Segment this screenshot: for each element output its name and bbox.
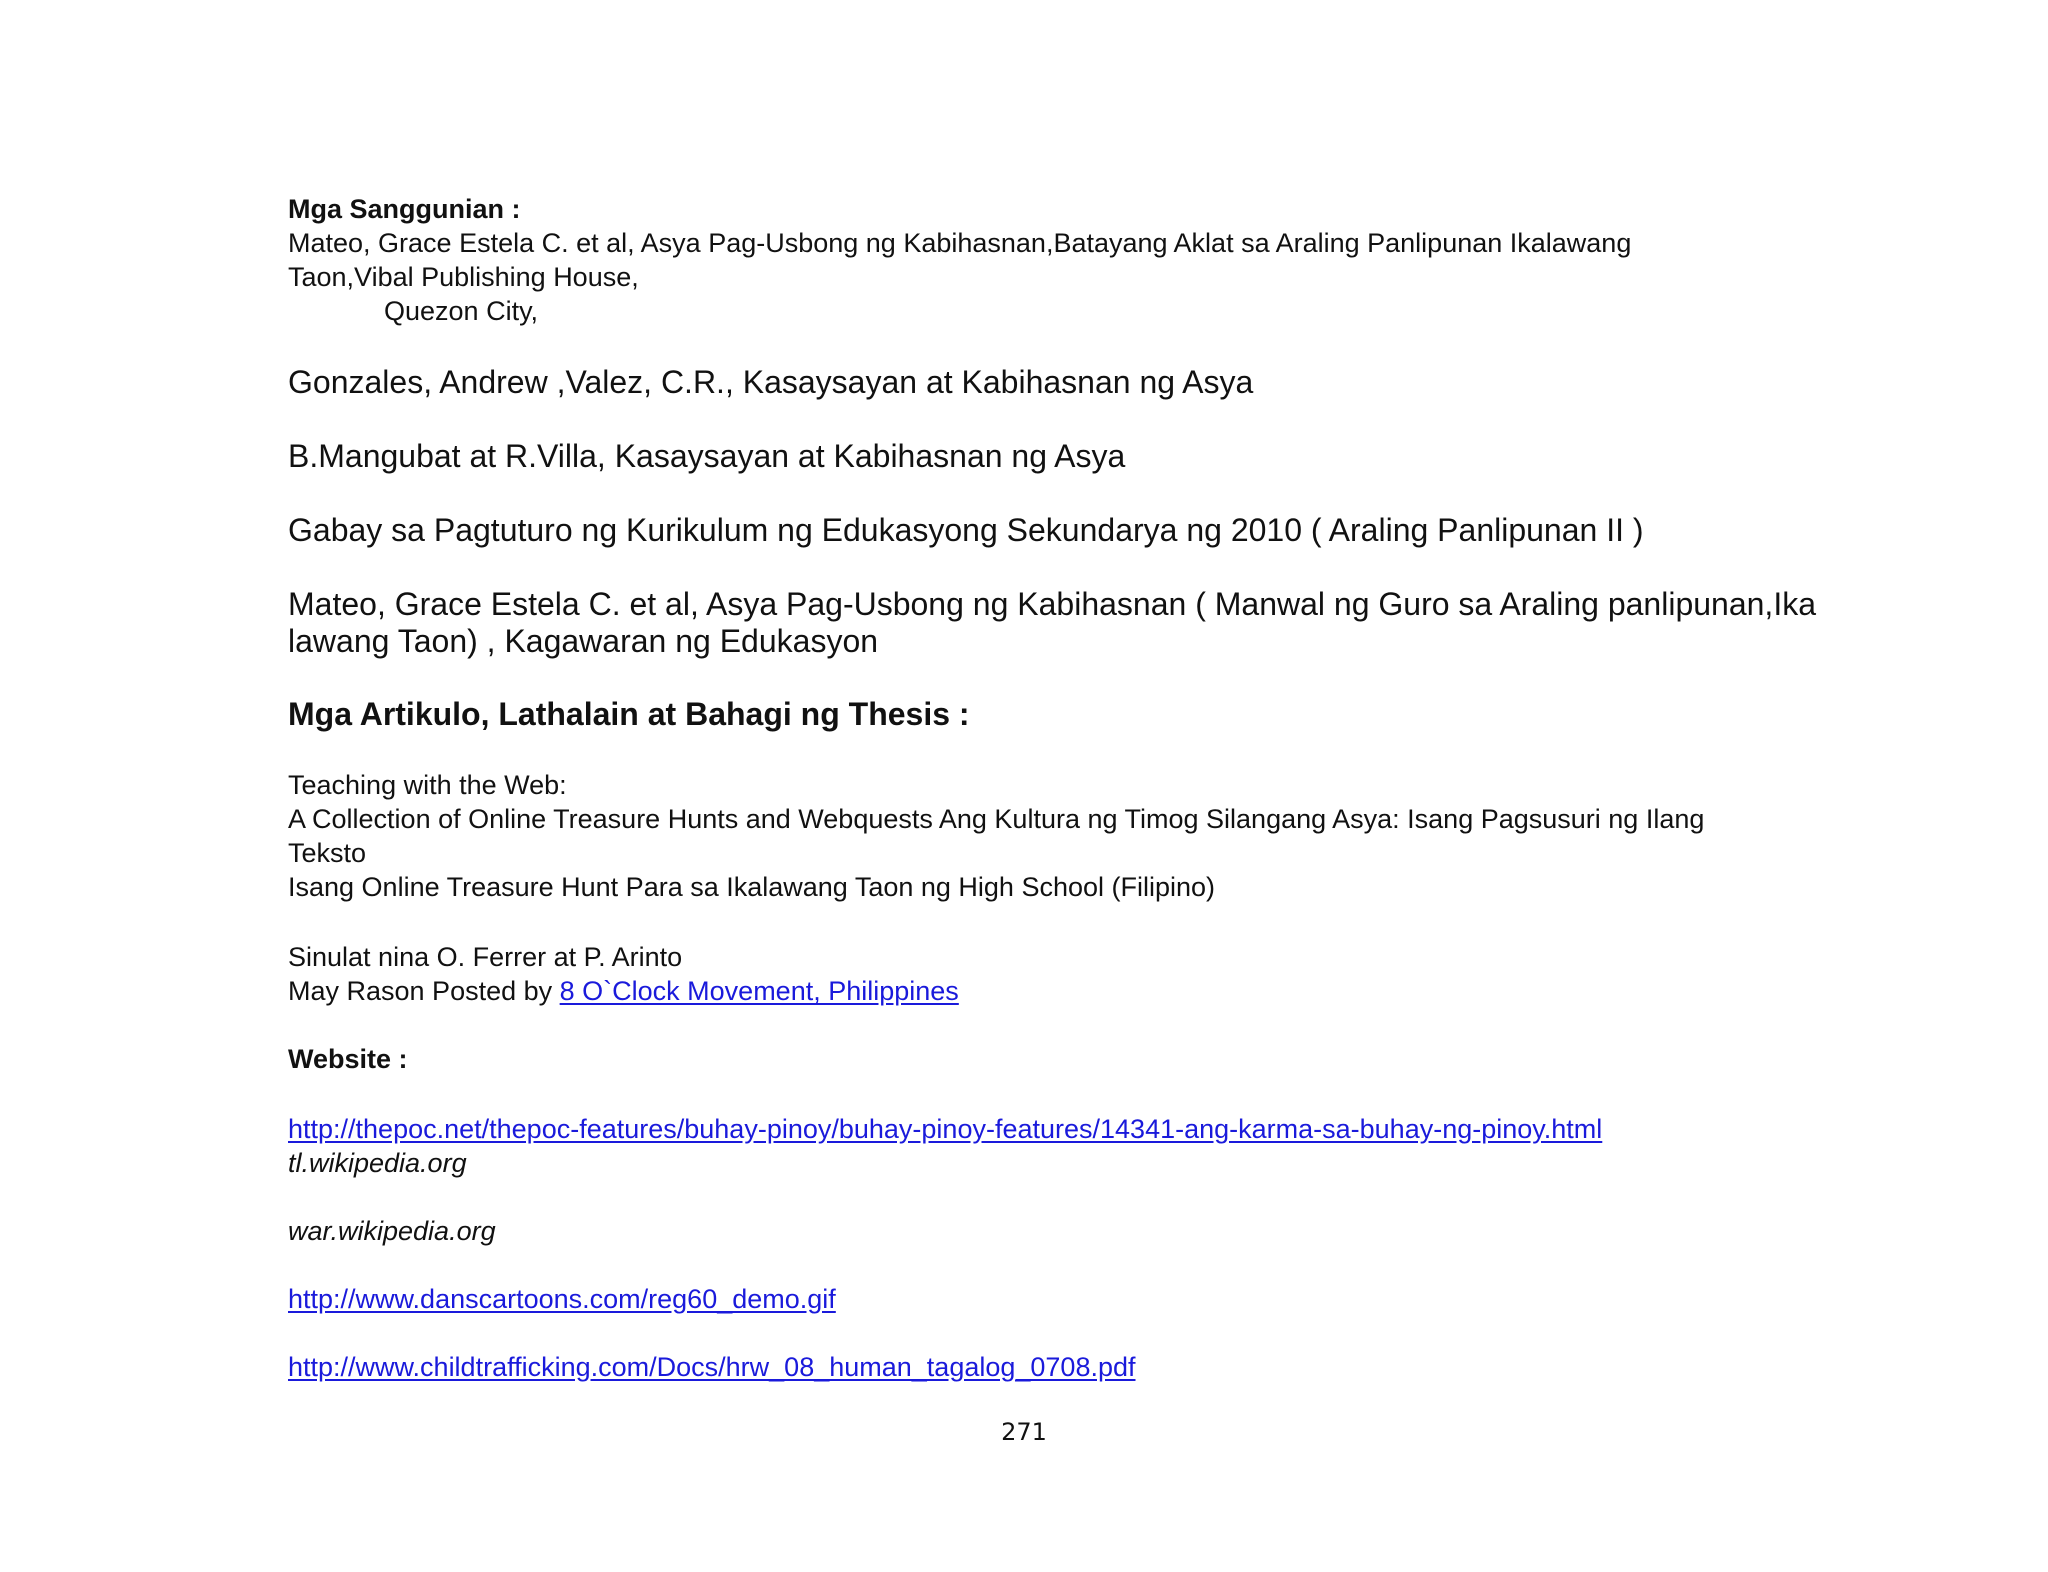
website-link-danscartoons[interactable]: http://www.danscartoons.com/reg60_demo.gif xyxy=(288,1284,836,1314)
article-line-6 xyxy=(288,978,959,1005)
website-link-thepoc[interactable]: http://thepoc.net/thepoc-features/buhay-pinoy/buhay-pinoy-features/14341-ang-karma-sa-buhay-ng-pinoy.html xyxy=(288,1114,1603,1144)
reference-1-line-1: Mateo, Grace Estela C. et al, Asya Pag-Usbong ng Kabihasnan,Batayang Aklat sa Araling Panlipunan Ikalawang xyxy=(288,228,1632,258)
article-line-2: A Collection of Online Treasure Hunts and Webquests Ang Kultura ng Timog Silangang Asya: Isang Pagsusuri ng Ilang xyxy=(288,804,1705,834)
article-posted-by-text: May Rason Posted by xyxy=(288,976,560,1006)
website-link-childtrafficking[interactable]: http://www.childtrafficking.com/Docs/hrw_08_human_tagalog_0708.pdf xyxy=(288,1352,1136,1382)
page-number: 271 xyxy=(1001,1418,1047,1446)
article-line-1: Teaching with the Web: xyxy=(288,770,567,800)
article-source-link[interactable]: 8 O`Clock Movement, Philippines xyxy=(559,976,959,1006)
article-line-4: Isang Online Treasure Hunt Para sa Ikalawang Taon ng High School (Filipino) xyxy=(288,872,1216,902)
reference-1-line-3: Quezon City, xyxy=(384,296,539,326)
articles-heading: Mga Artikulo, Lathalain at Bahagi ng Thesis : xyxy=(288,696,970,732)
reference-5-line-2: lawang Taon) , Kagawaran ng Edukasyon xyxy=(288,623,879,659)
reference-2: Gonzales, Andrew ,Valez, C.R., Kasaysayan at Kabihasnan ng Asya xyxy=(288,364,1254,400)
references-heading: Mga Sanggunian : xyxy=(288,194,521,224)
website-war-wikipedia: war.wikipedia.org xyxy=(288,1216,496,1246)
website-tl-wikipedia: tl.wikipedia.org xyxy=(288,1148,467,1178)
reference-1-line-2: Taon,Vibal Publishing House, xyxy=(288,262,639,292)
article-line-3: Teksto xyxy=(288,838,367,868)
article-line-5: Sinulat nina O. Ferrer at P. Arinto xyxy=(288,942,683,972)
websites-heading: Website : xyxy=(288,1044,408,1074)
reference-4: Gabay sa Pagtuturo ng Kurikulum ng Edukasyong Sekundarya ng 2010 ( Araling Panlipunan II ) xyxy=(288,512,1644,548)
reference-3: B.Mangubat at R.Villa, Kasaysayan at Kabihasnan ng Asya xyxy=(288,438,1126,474)
reference-5-line-1: Mateo, Grace Estela C. et al, Asya Pag-Usbong ng Kabihasnan ( Manwal ng Guro sa Araling panlipunan,Ika xyxy=(288,586,1816,622)
